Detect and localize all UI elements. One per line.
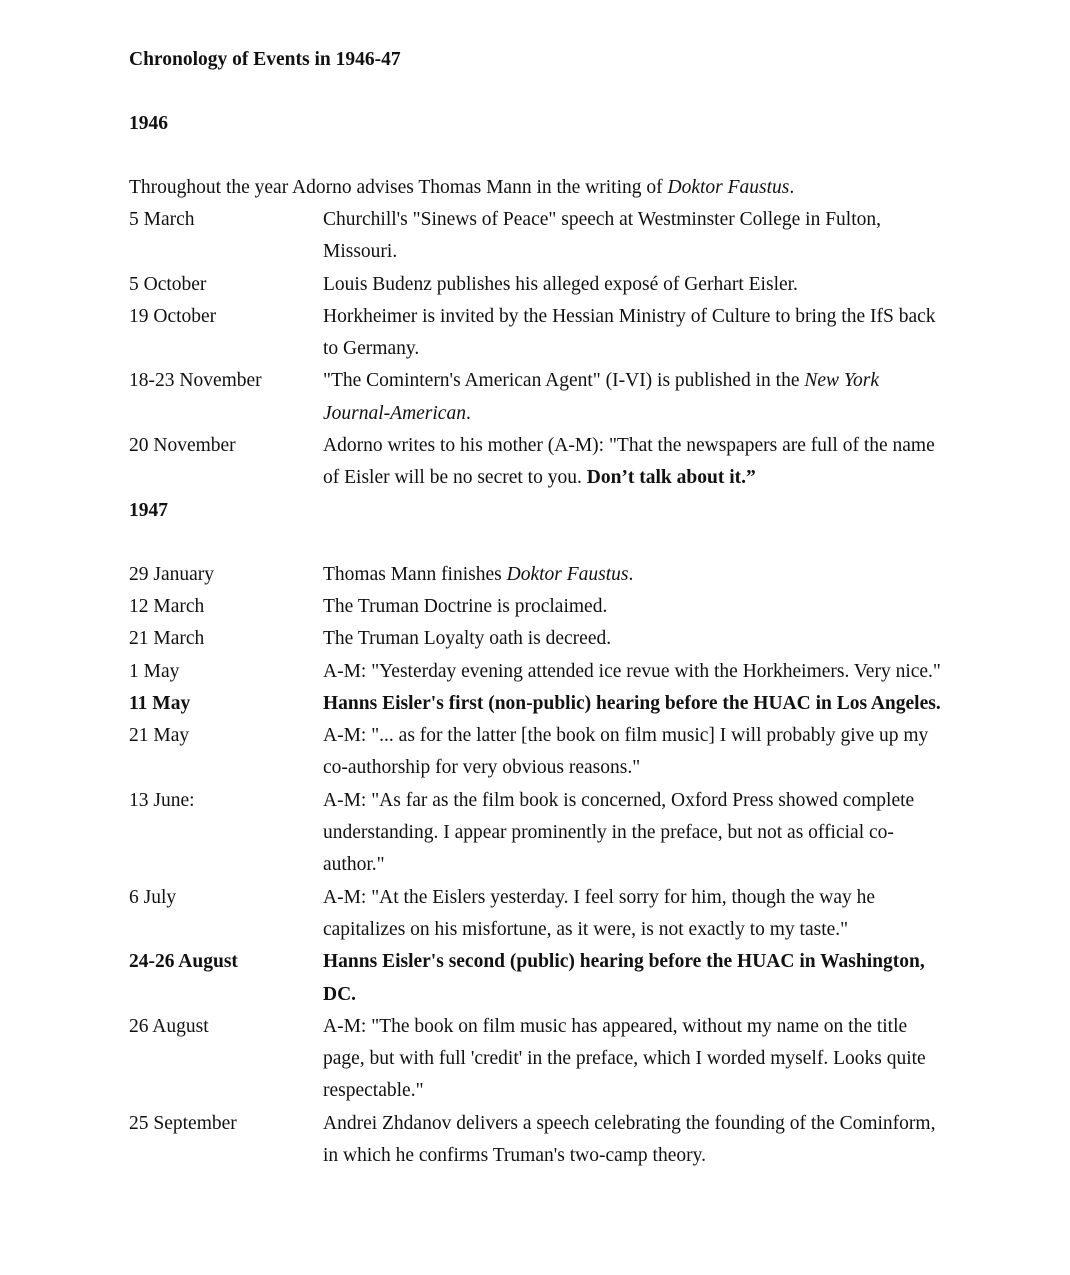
event-description: Louis Budenz publishes his alleged exposé of Gerhart Eisler. (323, 273, 798, 295)
event-text: Thomas Mann finishes (323, 563, 507, 585)
chronology-row (129, 1108, 949, 1173)
event-date: 29 January (129, 563, 215, 585)
event-description: Churchill's "Sinews of Peace" speech at Westminster College in Fulton, Missouri. (323, 209, 881, 263)
event-date: 5 October (129, 273, 207, 295)
event-date: 20 November (129, 435, 236, 457)
event-date: 12 March (129, 595, 205, 617)
event-date: 5 March (129, 209, 195, 230)
event-date: 24-26 August (129, 951, 238, 973)
document-title: Chronology of Events in 1946-47 (129, 49, 401, 70)
event-italic-title: New York Journal-American (323, 370, 879, 424)
chronology-row (129, 623, 949, 655)
chronology-row (129, 656, 949, 688)
year-heading-1947: 1947 (129, 499, 168, 521)
chronology-row-highlighted (129, 946, 949, 1011)
chronology-row (129, 204, 949, 269)
chronology-row (129, 785, 949, 882)
event-description (323, 430, 949, 495)
chronology-row (129, 882, 949, 947)
event-date: 13 June: (129, 789, 195, 811)
event-date: 21 March (129, 628, 205, 650)
chronology-row (129, 559, 949, 591)
event-description: A-M: "The book on film music has appeared, without my name on the title page, but with full 'credit' in the preface, which I worded myself. Looks quite respectable." (323, 1015, 926, 1102)
event-text-after: . (628, 563, 634, 585)
event-text: "The Comintern's American Agent" (I-VI) is published in the (323, 370, 805, 392)
spacer (129, 140, 949, 172)
event-date: 6 July (129, 886, 177, 908)
event-italic-title: Doktor Faustus (506, 563, 629, 585)
intro-paragraph (129, 172, 949, 204)
event-description: A-M: "... as for the latter [the book on film music] I will probably give up my co-authorship for very obvious reasons." (323, 725, 929, 779)
spacer (129, 76, 949, 108)
intro-text: Throughout the year Adorno advises Thomas Mann in the writing of (129, 177, 668, 198)
chronology-row (129, 720, 949, 785)
event-description: Hanns Eisler's first (non-public) hearing before the HUAC in Los Angeles. (323, 692, 941, 714)
document-page (129, 44, 949, 1172)
event-date: 11 May (129, 692, 191, 714)
event-date: 1 May (129, 660, 180, 682)
event-date: 18-23 November (129, 370, 262, 392)
event-date: 19 October (129, 305, 217, 327)
year-heading-1946: 1946 (129, 113, 168, 134)
event-text-after: . (465, 402, 471, 424)
event-date: 25 September (129, 1112, 237, 1134)
chronology-row (129, 269, 949, 301)
chronology-row (129, 1011, 949, 1108)
event-description: The Truman Doctrine is proclaimed. (323, 595, 608, 617)
chronology-row (129, 591, 949, 623)
event-description: A-M: "Yesterday evening attended ice revue with the Horkheimers. Very nice." (323, 660, 941, 682)
event-description: The Truman Loyalty oath is decreed. (323, 628, 612, 650)
chronology-row-highlighted (129, 688, 949, 720)
event-text: Adorno writes to his mother (A-M): "That the newspapers are full of the name of Eisler will be no secret to you. (323, 435, 935, 489)
event-description: Andrei Zhdanov delivers a speech celebrating the founding of the Cominform, in which he confirms Truman's two-camp theory. (323, 1112, 936, 1167)
event-description: Horkheimer is invited by the Hessian Ministry of Culture to bring the IfS back to Germany. (323, 305, 936, 360)
event-description (323, 559, 949, 591)
intro-after: . (789, 177, 795, 198)
chronology-row (129, 301, 949, 366)
event-description (323, 365, 949, 430)
spacer (129, 527, 949, 559)
event-description: A-M: "As far as the film book is concerned, Oxford Press showed complete understanding. I appear prominently in the preface, but not as official co-author." (323, 789, 915, 876)
event-description: Hanns Eisler's second (public) hearing before the HUAC in Washington, DC. (323, 951, 925, 1005)
intro-italic-title: Doktor Faustus (667, 177, 790, 198)
chronology-row (129, 365, 949, 430)
event-date: 26 August (129, 1015, 209, 1037)
chronology-row (129, 430, 949, 495)
event-description: A-M: "At the Eislers yesterday. I feel sorry for him, though the way he capitalizes on his misfortune, as it were, is not exactly to my taste." (323, 886, 876, 940)
event-bold-quote: Don’t talk about it.” (586, 467, 756, 489)
event-date: 21 May (129, 725, 190, 747)
